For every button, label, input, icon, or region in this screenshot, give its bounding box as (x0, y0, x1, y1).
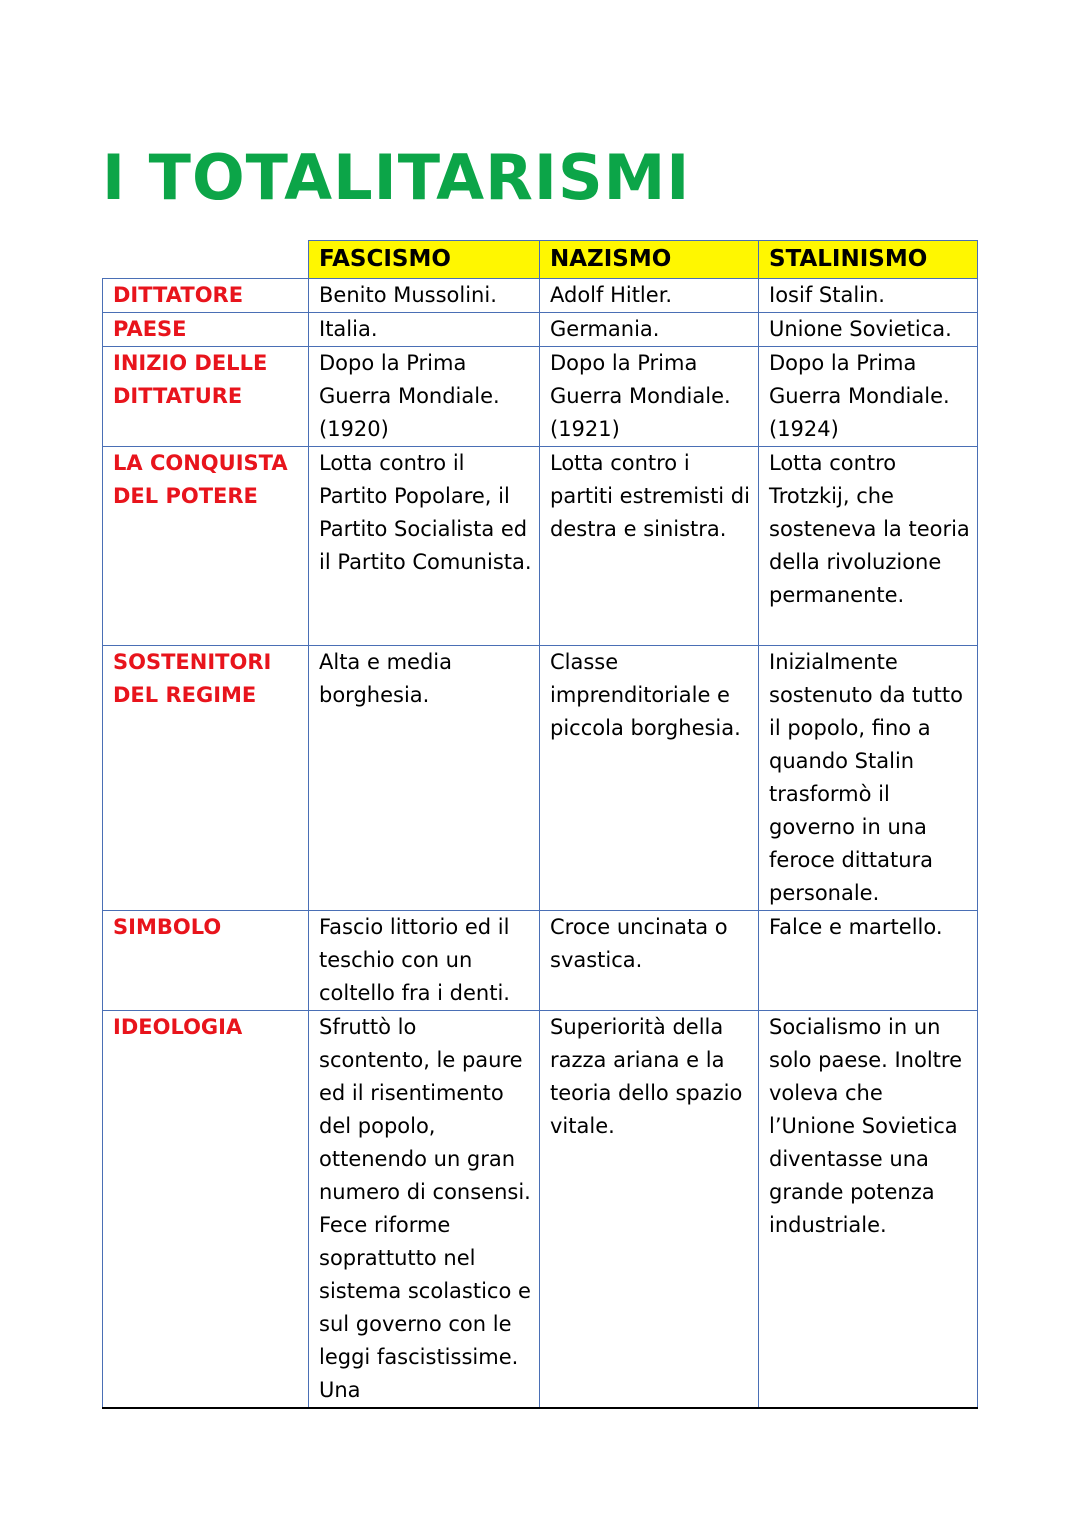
table-cell: Iosif Stalin. (759, 279, 978, 313)
table-cell: Fascio littorio ed il teschio con un coltello fra i denti. (309, 911, 540, 1011)
page-title: I TOTALITARISMI (102, 141, 691, 214)
row-label: DITTATORE (103, 279, 309, 313)
table-header-row (103, 241, 978, 279)
table-cell: Inizialmente sostenuto da tutto il popolo, fino a quando Stalin trasformò il governo in una feroce dittatura personale. (759, 646, 978, 911)
table-cell: Italia. (309, 313, 540, 347)
table-row-ideologia (103, 1011, 978, 1409)
table-cell: Falce e martello. (759, 911, 978, 1011)
table-cell: Unione Sovietica. (759, 313, 978, 347)
table-cell: Lotta contro Trotzkij, che sosteneva la teoria della rivoluzione permanente. (759, 447, 978, 646)
column-header-fascismo: FASCISMO (309, 241, 540, 279)
table-cell: Dopo la Prima Guerra Mondiale. (1920) (309, 347, 540, 447)
table-row-dittatore (103, 279, 978, 313)
table-cell: Dopo la Prima Guerra Mondiale. (1921) (540, 347, 759, 447)
table-cell: Germania. (540, 313, 759, 347)
table-row-sostenitori-del-regime (103, 646, 978, 911)
column-header-stalinismo: STALINISMO (759, 241, 978, 279)
row-label: IDEOLOGIA (103, 1011, 309, 1409)
table-row-inizio-delle-dittature (103, 347, 978, 447)
row-label: SOSTENITORI DEL REGIME (103, 646, 309, 911)
table-cell: Adolf Hitler. (540, 279, 759, 313)
table-cell: Lotta contro il Partito Popolare, il Partito Socialista ed il Partito Comunista. (309, 447, 540, 646)
row-label: PAESE (103, 313, 309, 347)
column-header-nazismo: NAZISMO (540, 241, 759, 279)
header-corner-cell (103, 241, 309, 279)
table-row-la-conquista-del-potere (103, 447, 978, 646)
table-cell: Sfruttò lo scontento, le paure ed il risentimento del popolo, ottenendo un gran numero di consensi. Fece riforme soprattutto nel sistema scolastico e sul governo con le leggi fascistissime. Una (309, 1011, 540, 1409)
table-row-paese (103, 313, 978, 347)
table-cell: Classe imprenditoriale e piccola borghesia. (540, 646, 759, 911)
table-cell: Croce uncinata o svastica. (540, 911, 759, 1011)
comparison-table (102, 240, 978, 1409)
row-label: SIMBOLO (103, 911, 309, 1011)
table-cell: Socialismo in un solo paese. Inoltre voleva che l’Unione Sovietica diventasse una grande potenza industriale. (759, 1011, 978, 1409)
table-cell: Benito Mussolini. (309, 279, 540, 313)
table-cell: Dopo la Prima Guerra Mondiale. (1924) (759, 347, 978, 447)
table-row-simbolo (103, 911, 978, 1011)
table-cell: Superiorità della razza ariana e la teoria dello spazio vitale. (540, 1011, 759, 1409)
row-label: LA CONQUISTA DEL POTERE (103, 447, 309, 646)
table-cell: Alta e media borghesia. (309, 646, 540, 911)
table-cell: Lotta contro i partiti estremisti di destra e sinistra. (540, 447, 759, 646)
row-label: INIZIO DELLE DITTATURE (103, 347, 309, 447)
